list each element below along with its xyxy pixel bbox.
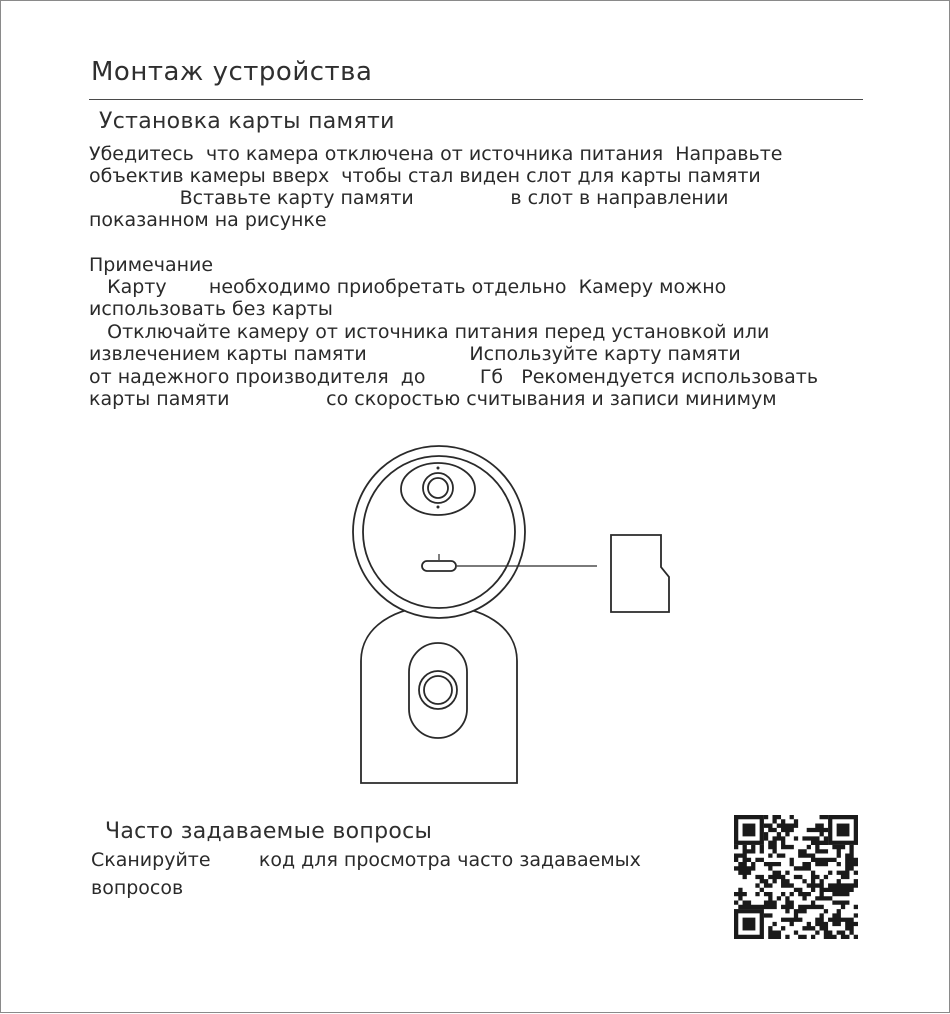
- note-line: использовать без карты: [89, 298, 333, 320]
- note-line: от надежного производителя до Гб Рекомендуется использовать: [89, 366, 819, 388]
- qr-code-icon[interactable]: [734, 815, 858, 939]
- faq-heading: Часто задаваемые вопросы: [105, 819, 433, 844]
- page-title: Монтаж устройства: [91, 57, 373, 87]
- memory-card-line: Вставьте карту памяти в слот в направлении: [89, 187, 729, 209]
- note-label: Примечание: [89, 254, 214, 276]
- memory-card-line: Убедитесь что камера отключена от источника питания Направьте: [89, 143, 783, 165]
- note-line: извлечением карты памяти Используйте карту памяти: [89, 343, 741, 365]
- memory-card-line: объектив камеры вверх чтобы стал виден слот для карты памяти: [89, 165, 761, 187]
- faq-line: вопросов: [91, 877, 184, 899]
- micro-sd-card-icon: [611, 535, 669, 612]
- note-line: Отключайте камеру от источника питания перед установкой или: [89, 321, 770, 343]
- memory-card-heading: Установка карты памяти: [99, 109, 395, 134]
- note-line: карты памяти со скоростью считывания и записи минимум: [89, 388, 777, 410]
- faq-line: Сканируйте код для просмотра часто задаваемых: [91, 849, 641, 871]
- note-line: Карту необходимо приобретать отдельно Камеру можно: [89, 276, 727, 298]
- memory-card-line: показанном на рисунке: [89, 209, 327, 231]
